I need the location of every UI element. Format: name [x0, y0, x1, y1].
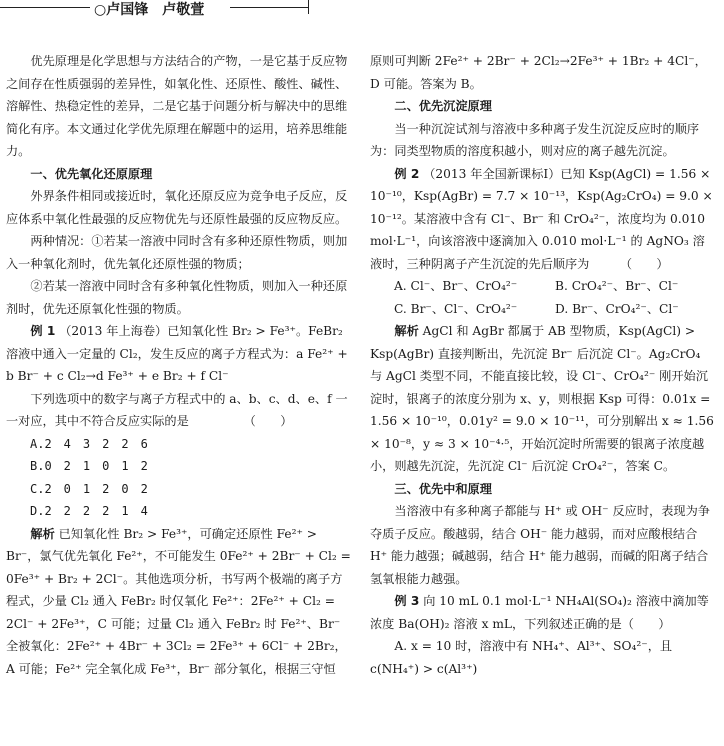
section-heading-neutralization: 三、优先中和原理 — [394, 481, 492, 496]
example-3-option-a: A. x = 10 时，溶液中有 NH₄⁺、Al³⁺、SO₄²⁻，且 c(NH₄⁺) > c(Al³⁺) — [370, 639, 673, 676]
example-1-label: 例 1 — [30, 324, 56, 338]
redox-principle-paragraph: 外界条件相同或接近时，氧化还原反应为竞争电子反应，反应体系中氧化性最强的反应物优先与还原性最强的反应物反应。 — [6, 189, 348, 226]
example-2-options-row-2 — [370, 298, 716, 321]
analysis-2 — [370, 320, 716, 478]
right-column — [370, 50, 716, 680]
example-1-option-d: D.2 2 2 2 1 4 — [30, 504, 148, 518]
precipitation-principle-paragraph: 当一种沉淀试剂与溶液中多种离子发生沉淀反应时的顺序为：同类型物质的溶度积越小，则对应的离子越先沉淀。 — [370, 121, 700, 158]
example-1-option-b: B.0 2 1 0 1 2 — [30, 459, 148, 473]
analysis-1 — [6, 523, 352, 681]
header-rule-right — [230, 7, 308, 8]
analysis-2-text: AgCl 和 AgBr 都属于 AB 型物质，Ksp(AgCl) > Ksp(AgBr) 直接判断出，先沉淀 Br⁻ 后沉淀 Cl⁻。Ag₂CrO₄ 与 AgCl 类型不同，不能直接比较，设 Cl⁻、CrO₄²⁻ 刚开始沉淀时，银离子的浓度分别为 x、y，则根据 Ksp 可得：0.01x = 1.56 × 10⁻¹⁰，0.01y² = 9.0 × 10⁻¹¹，可分别解出 x ≈ 1.56 × 10⁻⁸，y ≈ 3 × 10⁻⁴·⁵，开始沉淀时所需要的银离子浓度越小，则越先沉淀，先沉淀 Cl⁻ 后沉淀 CrO₄²⁻，答案 C。 — [370, 324, 714, 473]
example-2-label: 例 2 — [394, 166, 420, 181]
article-authors: ○卢国锋 卢敬萱 — [90, 0, 208, 20]
left-column — [6, 50, 352, 680]
example-2-options-row-1 — [370, 275, 716, 298]
case-two-paragraph: ②若某一溶液中同时含有多种氧化性物质，则加入一种还原剂时，优先还原氧化性强的物质。 — [6, 279, 348, 316]
example-2-option-a: A. Cl⁻、Br⁻、CrO₄²⁻ — [394, 279, 518, 293]
section-heading-precipitation: 二、优先沉淀原理 — [394, 99, 492, 113]
neutralization-principle-paragraph: 当溶液中有多种离子都能与 H⁺ 或 OH⁻ 反应时，表现为争夺质子反应。酸越弱，结合 OH⁻ 能力越弱，而对应酸根结合 H⁺ 能力越强；碱越弱，结合 H⁺ 能力越弱，而碱的阳离子结合氢氧根能力越强。 — [370, 504, 710, 586]
example-1 — [6, 320, 352, 388]
section-heading-redox: 一、优先氧化还原原理 — [30, 166, 153, 181]
analysis-1-continued: 原则可判断 2Fe²⁺ + 2Br⁻ + 2Cl₂→2Fe³⁺ + 1Br₂ + 4Cl⁻，D 可能。答案为 B。 — [370, 54, 707, 91]
analysis-1-label: 解析 — [30, 526, 55, 541]
header-divider — [308, 0, 309, 14]
example-1-text: （2013 年上海卷）已知氧化性 Br₂ > Fe³⁺。FeBr₂ 溶液中通入一定量的 Cl₂，发生反应的离子方程式为：a Fe²⁺ + b Br⁻ + c Cl₂→d Fe³⁺ + e Br₂ + f Cl⁻ — [6, 324, 348, 383]
example-1-option-c: C.2 0 1 2 0 2 — [30, 481, 148, 496]
example-2-option-b: B. CrO₄²⁻、Br⁻、Cl⁻ — [555, 279, 679, 293]
example-3-text: 向 10 mL 0.1 mol·L⁻¹ NH₄Al(SO₄)₂ 溶液中滴加等浓度 Ba(OH)₂ 溶液 x mL，下列叙述正确的是（ ） — [370, 594, 709, 631]
example-2-option-c: C. Br⁻、Cl⁻、CrO₄²⁻ — [394, 301, 518, 316]
intro-paragraph: 优先原理是化学思想与方法结合的产物，一是它基于反应物之间存在性质强弱的差异性，如氧化性、还原性、酸性、碱性、溶解性、热稳定性的差异，二是它基于问题分析与解决中的思维简化有序。本文通过化学优先原理在解题中的运用，培养思维能力。 — [6, 54, 348, 158]
example-3 — [370, 590, 716, 635]
example-1-question: 下列选项中的数字与离子方程式中的 a、b、c、d、e、f 一一对应，其中不符合反应实际的是 （ ） — [6, 391, 348, 428]
analysis-1-text: 已知氧化性 Br₂ > Fe³⁺，可确定还原性 Fe²⁺ > Br⁻，氯气优先氧化 Fe²⁺，不可能发生 0Fe²⁺ + 2Br⁻ + Cl₂ = 0Fe³⁺ + Br₂ + 2Cl⁻。其他选项分析，书写两个极端的离子方程式，少量 Cl₂ 通入 FeBr₂ 时仅氧化 Fe²⁺：2Fe²⁺ + Cl₂ = 2Cl⁻ + 2Fe³⁺，C 可能；过量 Cl₂ 通入 FeBr₂ 时 Fe²⁺、Br⁻ 全被氧化：2Fe²⁺ + 4Br⁻ + 3Cl₂ = 2Fe³⁺ + 6Cl⁻ + 2Br₂，A 可能；Fe²⁺ 完全氧化成 Fe³⁺，Br⁻ 部分氧化，根据三守恒 — [6, 526, 351, 676]
two-cases-paragraph: 两种情况：①若某一溶液中同时含有多种还原性物质，则加入一种氧化剂时，优先氧化还原性强的物质； — [6, 234, 348, 271]
example-2 — [370, 163, 716, 276]
example-3-label: 例 3 — [394, 594, 420, 608]
example-1-option-a: A.2 4 3 2 2 6 — [30, 436, 148, 451]
analysis-2-label: 解析 — [394, 324, 419, 338]
example-2-option-d: D. Br⁻、CrO₄²⁻、Cl⁻ — [555, 301, 679, 316]
header-rule-left — [0, 7, 90, 8]
example-2-text: （2013 年全国新课标Ⅰ）已知 Ksp(AgCl) = 1.56 × 10⁻¹⁰，Ksp(AgBr) = 7.7 × 10⁻¹³，Ksp(Ag₂CrO₄) = 9.0 × 10⁻¹²。某溶液中含有 Cl⁻、Br⁻ 和 CrO₄²⁻，浓度均为 0.010 mol·L⁻¹，向该溶液中逐滴加入 0.010 mol·L⁻¹ 的 AgNO₃ 溶液时，三种阴离子产生沉淀的先后顺序为 （ ） — [370, 166, 713, 271]
